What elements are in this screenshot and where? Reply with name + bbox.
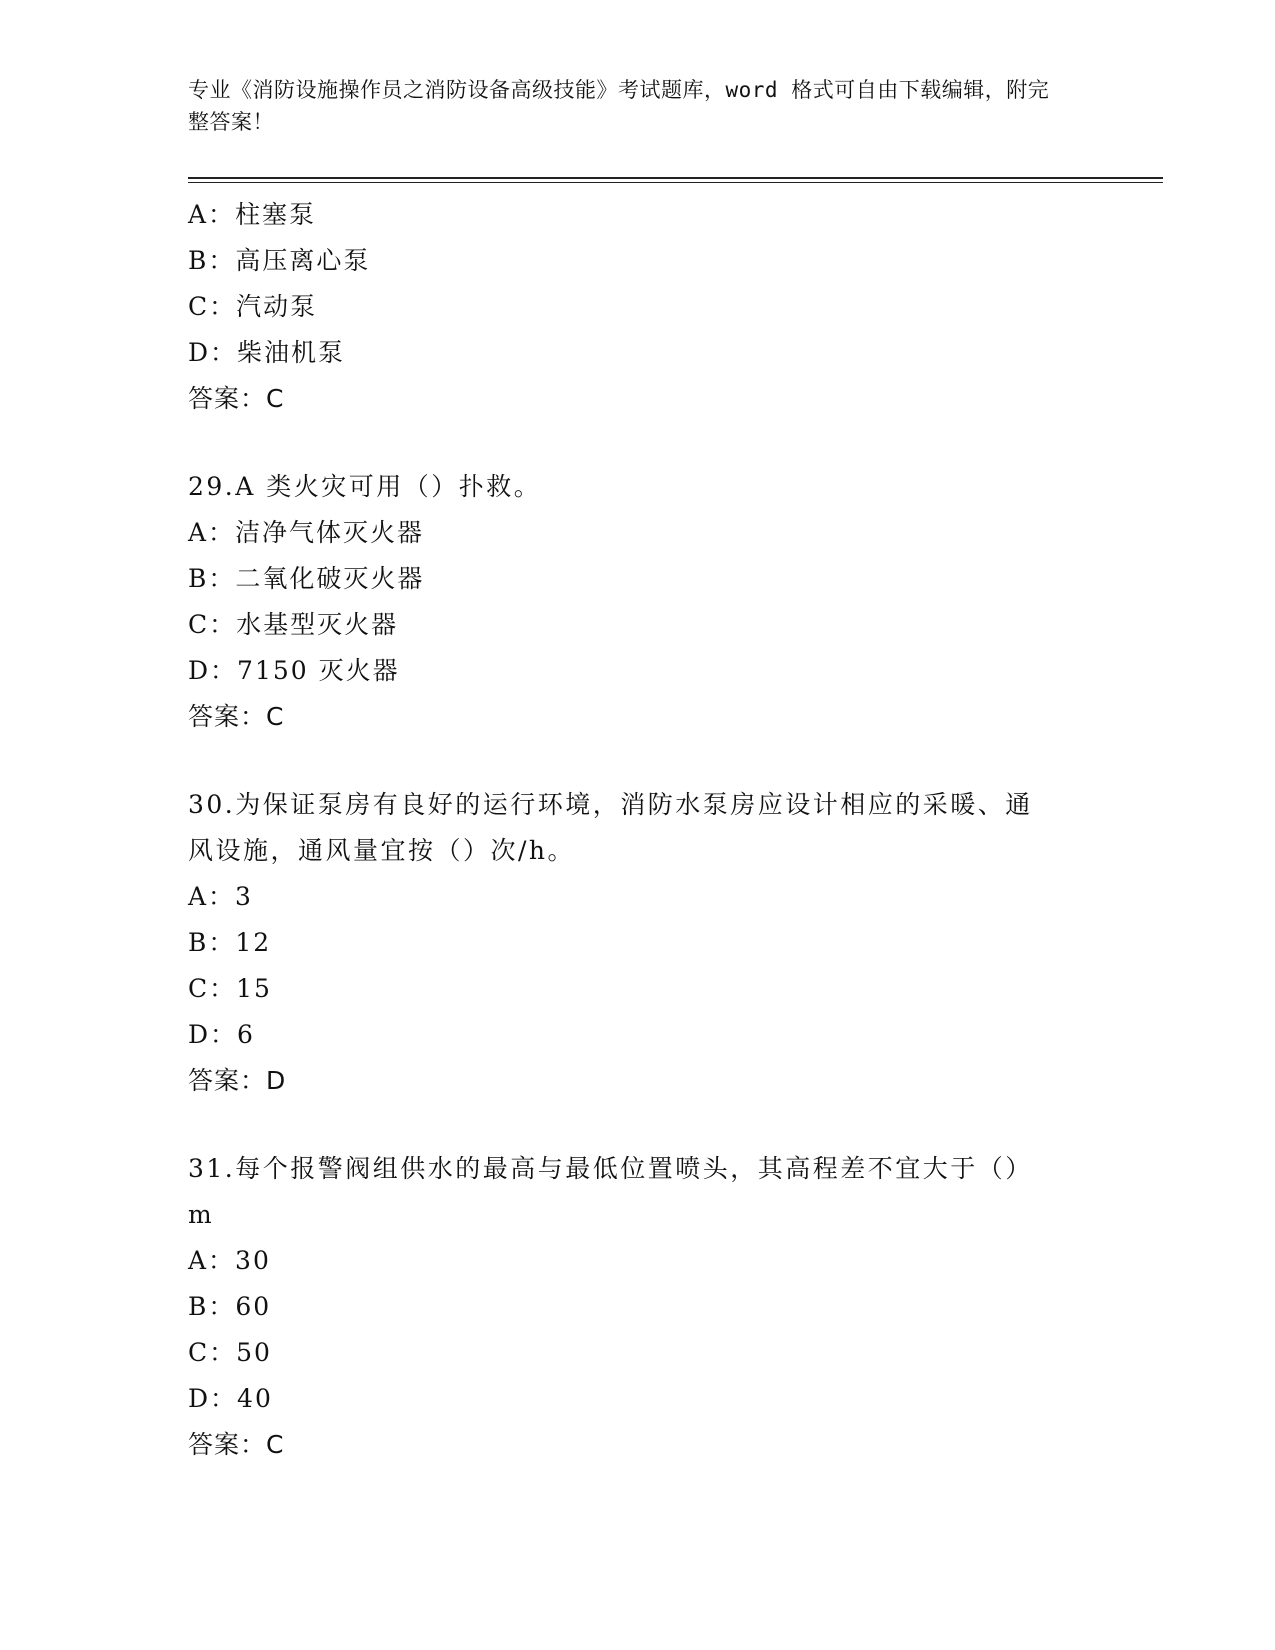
option-d: D：柴油机泵 bbox=[188, 338, 346, 367]
option-b: B：二氧化破灭火器 bbox=[188, 564, 425, 593]
question-list bbox=[188, 192, 1088, 1468]
question-stem: 31.每个报警阀组供水的最高与最低位置喷头，其高程差不宜大于（）m bbox=[188, 1154, 1033, 1229]
option-d: D：7150 灭火器 bbox=[188, 656, 400, 685]
question-block-28-continued bbox=[188, 192, 1088, 422]
answer-line: 答案：C bbox=[188, 1430, 285, 1459]
option-c: C：水基型灭火器 bbox=[188, 610, 399, 639]
header-divider-thin bbox=[188, 182, 1163, 183]
header-divider-thick bbox=[188, 177, 1163, 179]
option-c: C：15 bbox=[188, 974, 272, 1003]
option-b: B：60 bbox=[188, 1292, 272, 1321]
option-b: B：高压离心泵 bbox=[188, 246, 371, 275]
question-stem: 29.A 类火灾可用（）扑救。 bbox=[188, 472, 542, 501]
option-b: B：12 bbox=[188, 928, 272, 957]
question-block-31 bbox=[188, 1146, 1088, 1468]
option-a: A：洁净气体灭火器 bbox=[188, 518, 425, 547]
option-a: A：柱塞泵 bbox=[188, 200, 317, 229]
option-c: C：50 bbox=[188, 1338, 272, 1367]
answer-line: 答案：C bbox=[188, 384, 285, 413]
option-d: D：6 bbox=[188, 1020, 255, 1049]
document-header-text: 专业《消防设施操作员之消防设备高级技能》考试题库，word 格式可自由下载编辑，附完整答案！ bbox=[188, 78, 1050, 134]
option-c: C：汽动泵 bbox=[188, 292, 318, 321]
question-stem: 30.为保证泵房有良好的运行环境，消防水泵房应设计相应的采暖、通风设施，通风量宜按（）次/h。 bbox=[188, 790, 1033, 865]
option-a: A：3 bbox=[188, 882, 253, 911]
option-a: A：30 bbox=[188, 1246, 271, 1275]
answer-line: 答案：C bbox=[188, 702, 285, 731]
question-block-30 bbox=[188, 782, 1088, 1104]
question-block-29 bbox=[188, 464, 1088, 740]
option-d: D：40 bbox=[188, 1384, 273, 1413]
answer-line: 答案：D bbox=[188, 1066, 287, 1095]
